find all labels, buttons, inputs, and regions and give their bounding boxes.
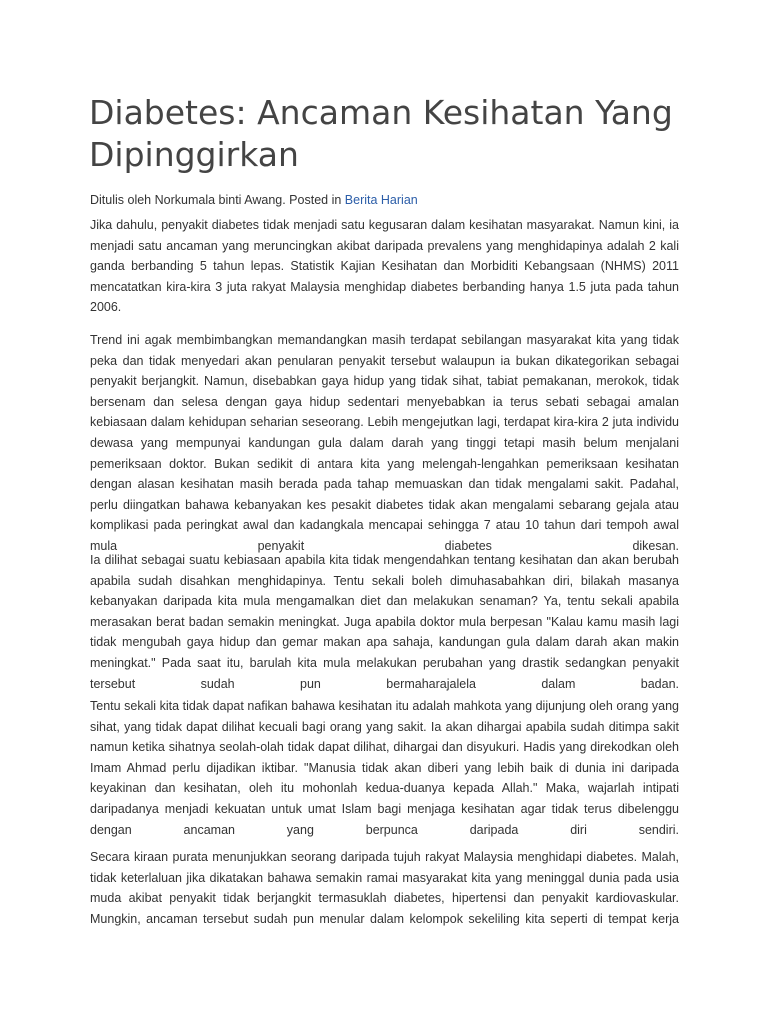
byline [90,191,418,209]
paragraph: Tentu sekali kita tidak dapat nafikan bahawa kesihatan itu adalah mahkota yang dijunjung oleh orang yang sihat, yang tidak dapat dilihat kecuali bagi orang yang sakit. Ia akan dihargai apabila sudah ditimpa sakit namun ketika sihatnya seolah-olah tidak dapat dilihat, dihargai dan disyukuri. Hadis yang direkodkan oleh Imam Ahmad perlu dijadikan iktibar. "Manusia tidak akan diberi yang lebih baik di dunia ini daripada keyakinan dan kesihatan, oleh itu mohonlah kedua-duanya kepada Allah." Maka, wajarlah intipati daripadanya menjadi kekuatan untuk umat Islam bagi menjaga kesihatan agar tidak terus dibelenggu dengan ancaman yang berpunca daripada diri sendiri. [90,699,679,837]
article-title: Diabetes: Ancaman Kesihatan Yang Dipinggirkan [89,93,673,174]
paragraph: Jika dahulu, penyakit diabetes tidak menjadi satu kegusaran dalam kesihatan masyarakat. Namun kini, ia menjadi satu ancaman yang meruncingkan akibat daripada prevalens yang menghidapinya adalah 2 kali ganda berbanding 5 tahun lepas. Statistik Kajian Kesihatan dan Morbiditi Kebangsaan (NHMS) 2011 mencatatkan kira-kira 3 juta rakyat Malaysia menghidap diabetes berbanding hanya 1.5 juta pada tahun 2006. [90,218,679,315]
byline-author: Ditulis oleh Norkumala binti Awang. Posted in [90,193,345,207]
paragraph: Ia dilihat sebagai suatu kebiasaan apabila kita tidak mengendahkan tentang kesihatan dan akan berubah apabila sudah disahkan menghidapinya. Tentu sekali boleh dimuhasabahkan diri, bilakah masanya kebanyakan daripada kita mula mengamalkan diet dan melakukan senaman? Ya, tentu sekali apabila merasakan berat badan semakin meningkat. Juga apabila doktor mula berpesan "Kalau kamu masih lagi tidak mengubah gaya hidup dan gemar makan apa sahaja, kandungan gula dalam darah akan makin meningkat." Pada saat itu, barulah kita mula melakukan perubahan yang drastik sedangkan penyakit tersebut sudah pun bermaharajalela dalam badan. [90,553,679,691]
paragraph: Secara kiraan purata menunjukkan seorang daripada tujuh rakyat Malaysia menghidapi diabetes. Malah, tidak keterlaluan jika dikatakan bahawa semakin ramai masyarakat kita yang meninggal dunia pada usia muda akibat penyakit tidak berjangkit termasuklah diabetes, hipertensi dan penyakit kardiovaskular. Mungkin, ancaman tersebut sudah pun menular dalam kelompok sekeliling kita seperti di tempat kerja [90,850,679,926]
paragraph: Trend ini agak membimbangkan memandangkan masih terdapat sebilangan masyarakat kita yang tidak peka dan tidak menyedari akan penularan penyakit tersebut walaupun ia bukan dikategorikan sebagai penyakit berjangkit. Namun, disebabkan gaya hidup yang tidak sihat, tabiat pemakanan, merokok, tidak bersenam dan selesa dengan gaya hidup sedentari menyebabkan ia terus sebati sebagai amalan kebiasaan dalam kehidupan seharian seseorang. Lebih mengejutkan lagi, terdapat kira-kira 2 juta individu dewasa yang mempunyai kandungan gula dalam darah yang tinggi tetapi masih belum menjalani pemeriksaan doktor. Bukan sedikit di antara kita yang melengah-lengahkan pemeriksaan kesihatan dengan alasan kesihatan masih berada pada tahap memuaskan dan tidak mengalami sakit. Padahal, perlu diingatkan bahawa kebanyakan kes pesakit diabetes tidak akan mengalami sebarang gejala atau komplikasi pada peringkat awal dan kadangkala mencapai sehingga 7 atau 10 tahun dari tempoh awal mula penyakit diabetes dikesan. [90,333,679,553]
category-link[interactable]: Berita Harian [344,193,418,207]
